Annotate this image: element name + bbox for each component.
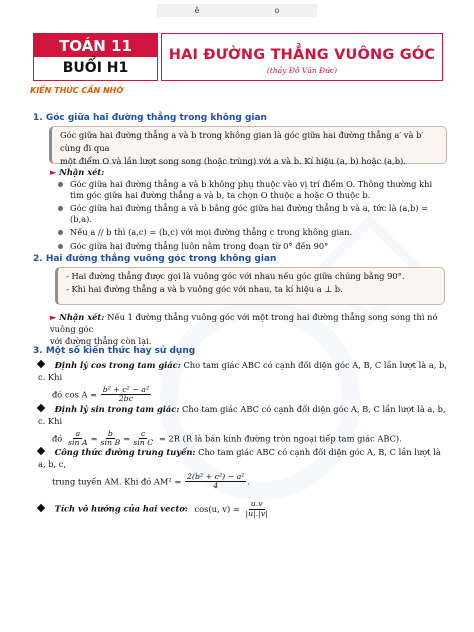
diamond-bullet-icon [37, 360, 45, 368]
sin-theorem-do: đó [52, 433, 63, 444]
median-formula-line-2: trung tuyến AM. Khi đó AM² = [52, 476, 182, 487]
cos-theorem [38, 359, 448, 404]
note-item: Góc giữa hai đường thẳng a và b không phụ thuộc vào vị trí điểm O. Thông thường khi tìm góc giữa hai đường thẳng a và b, ta chọn O thuộc a hoặc O thuộc b. [58, 179, 448, 200]
definition-box-1 [49, 126, 447, 164]
section-2-note-text-2: với đường thẳng còn lại. [50, 336, 152, 347]
diamond-bullet-icon [37, 404, 45, 412]
diamond-bullet-icon [37, 503, 45, 511]
dot-product-formula [38, 500, 448, 518]
median-formula-text: Cho tam giác ABC có cạnh đối diện góc A, B, C lần lượt là a, b, c, [38, 447, 441, 470]
section-1-note-label: ► Nhận xét: [50, 167, 105, 177]
top-toolbar [157, 4, 317, 17]
sin-theorem: Định lý sin trong tam giác: Cho tam giác ABC có cạnh đối diện góc A, B, C lần lượt là a, b, c. Khi đó $\frac{a}{\text{sin A}}$ = $\frac{b}{\text{sin B}}$ = $\frac{c}{\text{sin C}}$ = 2R (R là bán kính đường tròn ngoại tiếp tam giác ABC). [38, 404, 446, 448]
diamond-bullet-icon [37, 447, 45, 455]
section-2-note-label: ► Nhận xét: [50, 312, 105, 322]
cos-theorem-text: Cho tam giác ABC có cạnh đối diện góc A, B, C lần lượt là a, b, c. Khi [38, 360, 448, 383]
section-1-heading: 1. Góc giữa hai đường thẳng trong không gian [33, 113, 267, 123]
triangle-bullet-icon: ► [50, 167, 57, 177]
section-2-heading: 2. Hai đường thẳng vuông góc trong không gian [33, 254, 277, 264]
sin-theorem-label: Định lý sin trong tam giác: [54, 404, 180, 414]
sin-theorem-text: Cho tam giác ABC có cạnh đối diện góc A, B, C lần lượt là a, b, c. Khi [38, 404, 446, 427]
session-label: BUỔI H1 [62, 60, 129, 76]
triangle-bullet-icon: ► [50, 312, 57, 322]
sin-theorem-rest: = 2R (R là bán kính đường tròn ngoại tiếp tam giác ABC). [158, 433, 402, 444]
cos-theorem-do: đó cos A = [52, 389, 98, 400]
note-item: Góc giữa hai đường thẳng luôn nằm trong đoạn từ 0° đến 90° [58, 241, 448, 252]
page-title: HAI ĐƯỜNG THẲNG VUÔNG GÓC [168, 47, 436, 63]
definition-box-2 [55, 267, 445, 305]
sin-fraction-a: $\frac{a}{\text{sin A}}$ [67, 428, 88, 448]
author-label: (thầy Đỗ Văn Đức) [266, 66, 338, 75]
median-fraction: $\frac{\text{2(b² + c²) − a²}}{4}$ [186, 471, 245, 491]
note-item: Góc giữa hai đường thẳng a và b bằng góc giữa hai đường thẳng b và a, tức là (a,b) = (b,a). [58, 203, 448, 224]
section-1-notes [58, 179, 448, 255]
definition-1-line-2: một điểm O và lần lượt song song (hoặc trùng) với a và b. Kí hiệu (a, b) hoặc (a,b). [60, 155, 406, 166]
sin-fraction-b: $\frac{b}{\text{sin B}}$ [100, 428, 121, 448]
dot-product-fraction: $\frac{u.v}{|u|.|v|}$ [245, 499, 268, 518]
definition-1-line-1: Góc giữa hai đường thẳng a và b trong không gian là góc giữa hai đường thẳng a′ và b′ cùng đi qua [60, 130, 424, 153]
cos-formula: $\frac{\text{b² + c² − a²}}{2bc}$ [102, 384, 150, 404]
sin-fraction-c: $\frac{c}{\text{sin C}}$ [133, 428, 154, 448]
toolbar-left-glyph: ê [194, 6, 200, 15]
cos-theorem-label: Định lý cos trong tam giác: [54, 360, 181, 370]
toolbar-right-glyph: o [274, 6, 280, 15]
definition-2-line-1: - Hai đường thẳng được gọi là vuông góc với nhau nếu góc giữa chúng bằng 90°. [66, 271, 405, 281]
section-2-note [50, 311, 450, 347]
median-formula: Công thức đường trung tuyến: Cho tam giác ABC có cạnh đối diện góc A, B, C lần lượt là a, b, c, trung tuyến AM. Khi đó AM² = $\frac{\text{2(b² + c²) − a²}}{4}$ . [38, 447, 441, 491]
kien-thuc-heading: KIẾN THỨC CẦN NHỚ [30, 86, 124, 95]
dot-product-lhs: cos(u, v) = [194, 503, 240, 514]
section-2-note-text-1: Nếu 1 đường thẳng vuông góc với một trong hai đường thẳng song song thì nó vuông góc [50, 312, 438, 335]
section-3-heading: 3. Một số kiến thức hay sử dụng [33, 346, 196, 356]
definition-2-line-2: - Khi hai đường thẳng a và b vuông góc với nhau, ta kí hiệu a ⊥ b. [66, 283, 343, 294]
title-box [161, 33, 443, 81]
lesson-badge [33, 33, 158, 81]
dot-product-label: Tích vô hướng của hai vectơ: [54, 503, 188, 514]
note-item: Nếu a // b thì (a,c) = (b,c) với mọi đường thẳng c trong không gian. [58, 227, 448, 238]
lesson-label: TOÁN 11 [34, 34, 157, 57]
median-formula-label: Công thức đường trung tuyến: [54, 447, 196, 457]
